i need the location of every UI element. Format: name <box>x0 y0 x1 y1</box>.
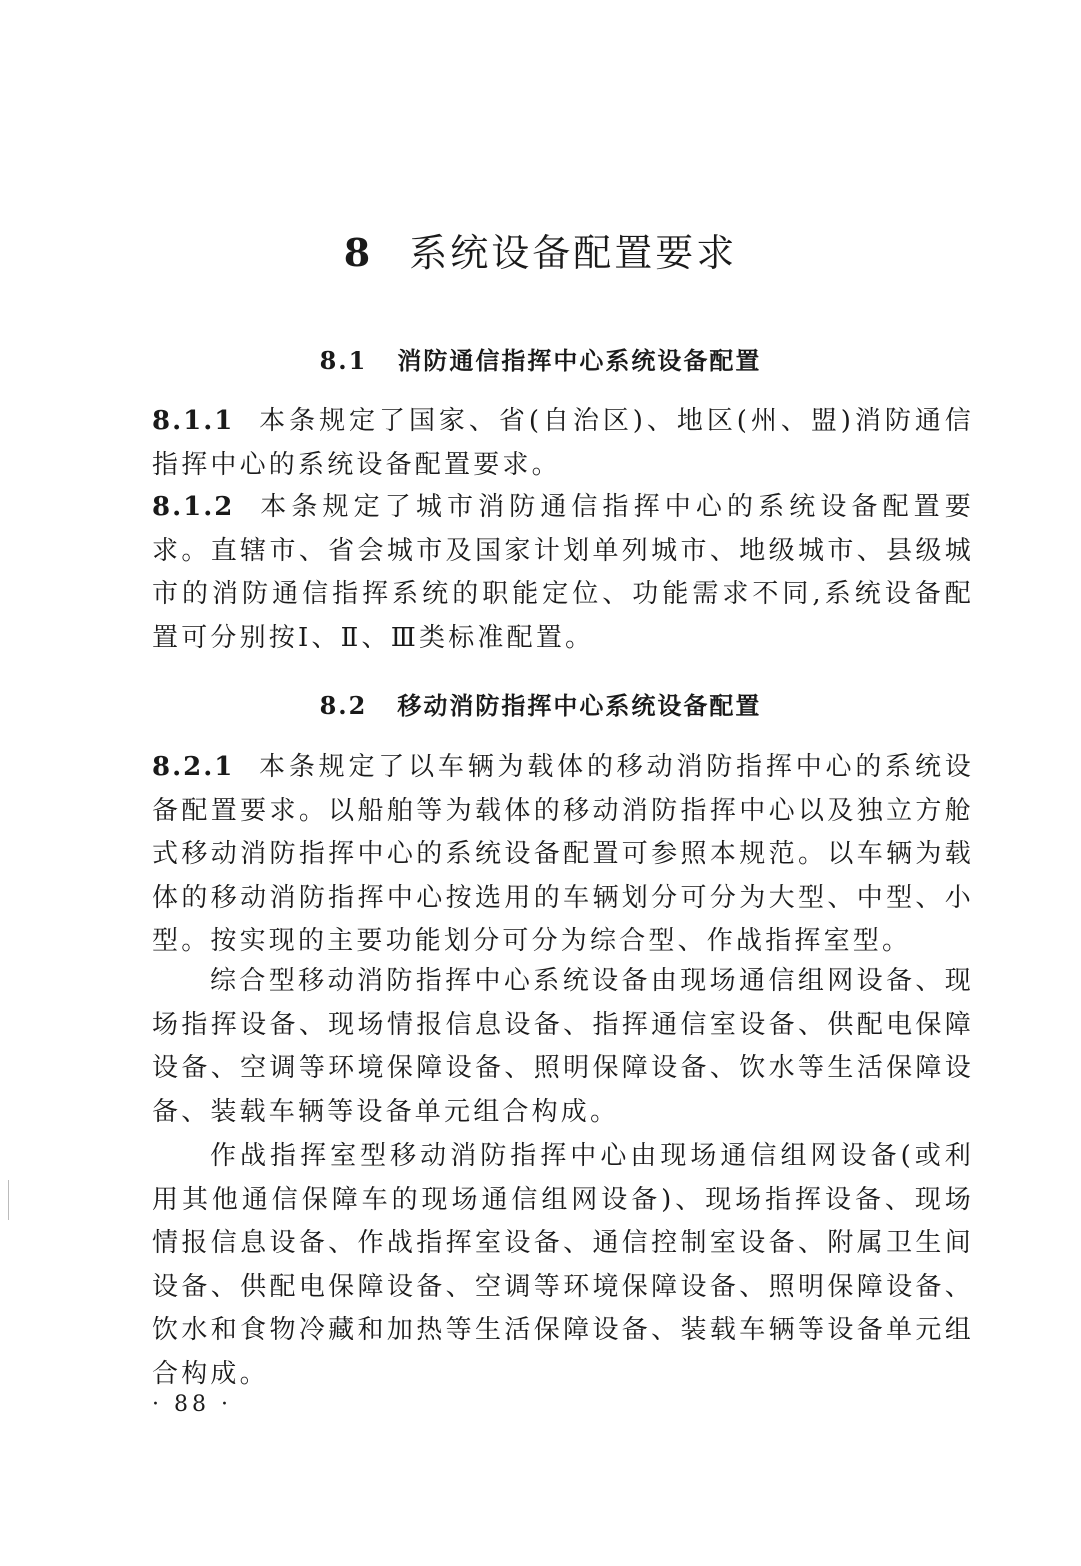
scan-edge-mark <box>8 1180 9 1220</box>
clause-8-2-1-text: 本条规定了以车辆为载体的移动消防指挥中心的系统设备配置要求。以船舶等为载体的移动消防指挥中心以及独立方舱式移动消防指挥中心的系统设备配置可参照本规范。以车辆为载体的移动消防指挥中心按选用的车辆划分可分为大型、中型、小型。按实现的主要功能划分可分为综合型、作战指挥室型。 <box>152 752 974 956</box>
clause-8-1-2 <box>152 486 974 660</box>
section-8-1-title: 消防通信指挥中心系统设备配置 <box>397 347 762 375</box>
section-8-2-title: 移动消防指挥中心系统设备配置 <box>397 692 762 720</box>
clause-8-1-1-number: 8.1.1 <box>152 406 235 436</box>
clause-8-1-2-text: 本条规定了城市消防通信指挥中心的系统设备配置要求。直辖市、省会城市及国家计划单列城市、地级城市、县级城市的消防通信指挥系统的职能定位、功能需求不同,系统设备配置可分别按Ⅰ、Ⅱ、Ⅲ类标准配置。 <box>152 492 974 653</box>
clause-8-1-1-text: 本条规定了国家、省(自治区)、地区(州、盟)消防通信指挥中心的系统设备配置要求。 <box>152 406 974 480</box>
section-8-2-heading <box>0 686 1081 721</box>
chapter-number: 8 <box>343 230 374 275</box>
clause-8-2-1 <box>152 746 974 964</box>
chapter-title <box>0 222 1081 277</box>
section-8-1-number: 8.1 <box>319 346 368 375</box>
clause-8-1-2-number: 8.1.2 <box>152 492 235 522</box>
paragraph-command-room-type: 作战指挥室型移动消防指挥中心由现场通信组网设备(或利用其他通信保障车的现场通信组网设备)、现场指挥设备、现场情报信息设备、作战指挥室设备、通信控制室设备、附属卫生间设备、供配电保障设备、空调等环境保障设备、照明保障设备、饮水和食物冷藏和加热等生活保障设备、装载车辆等设备单元组合构成。 <box>152 1141 974 1389</box>
clause-8-2-1-number: 8.2.1 <box>152 752 235 782</box>
clause-8-1-1 <box>152 400 974 487</box>
paragraph-comprehensive-type: 综合型移动消防指挥中心系统设备由现场通信组网设备、现场指挥设备、现场情报信息设备、指挥通信室设备、供配电保障设备、空调等环境保障设备、照明保障设备、饮水等生活保障设备、装载车辆等设备单元组合构成。 <box>152 966 974 1127</box>
section-8-2-number: 8.2 <box>319 691 368 720</box>
chapter-title-text: 系统设备配置要求 <box>409 231 738 275</box>
page-number: · 88 · <box>152 1392 232 1417</box>
section-8-1-heading <box>0 341 1081 376</box>
